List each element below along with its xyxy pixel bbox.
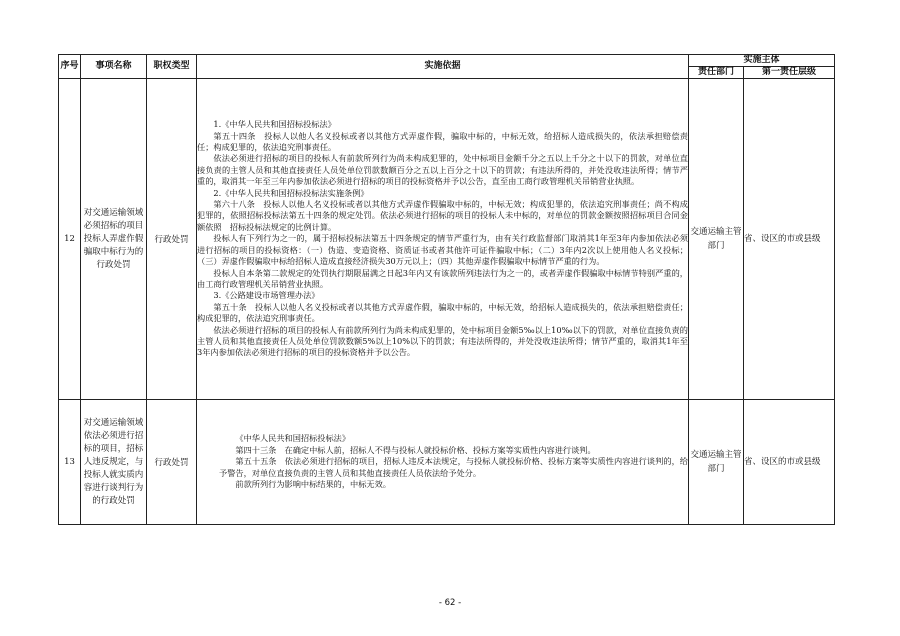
basis-paragraph: 前款所列行为影响中标结果的，中标无效。 xyxy=(235,479,391,490)
row-power-type: 行政处罚 xyxy=(147,79,197,400)
row-item-name: 对交通运输领域必须招标的项目投标人弄虚作假骗取中标行为的行政处罚 xyxy=(81,79,147,400)
header-basis: 实施依据 xyxy=(197,55,689,79)
basis-paragraph: 第六十八条 投标人以他人名义投标或者以其他方式弄虚作假骗取中标的，中标无效；构成犯罪的，依法追究刑事责任；尚不构成犯罪的，依照招标投标法第五十四条的规定处罚。依法必须进行招标的项目的投标人未中标的，对单位的罚款金额按照招标项目合同金额依照 招标投标法规定的比例计算。 xyxy=(197,199,688,232)
header-subject: 实施主体 xyxy=(689,55,835,67)
header-dept: 责任部门 xyxy=(689,67,744,79)
basis-paragraph: 投标人自本条第二款规定的处罚执行期限届满之日起3年内又有该款所列违法行为之一的，或者弄虚作假骗取中标情节特别严重的，由工商行政管理机关吊销营业执照。 xyxy=(197,267,688,289)
basis-paragraph: 1.《中华人民共和国招标投标法》 xyxy=(213,119,336,130)
row-dept: 交通运输主管部门 xyxy=(689,400,744,525)
header-level: 第一责任层级 xyxy=(744,67,835,79)
basis-paragraph: 依法必须进行招标的项目的投标人有前款所列行为尚未构成犯罪的，处中标项目金额5‰以上10‰以下的罚款，对单位直接负责的主管人员和其他直接责任人员处单位罚款数额5%以上10%以下的罚款；有违法所得的，并处没收违法所得；情节严重的，取消其1年至3年内参加依法必须进行招标的项目的投标资格并予以公告。 xyxy=(197,324,688,358)
basis-paragraph: 第五十条 投标人以他人名义投标或者以其他方式弄虚作假，骗取中标的，中标无效，给招标人造成损失的，依法承担赔偿责任；构成犯罪的，依法追究刑事责任。 xyxy=(197,301,688,324)
header-seq: 序号 xyxy=(59,55,81,79)
row-power-type: 行政处罚 xyxy=(147,400,197,525)
page-number: - 62 - xyxy=(438,598,462,608)
table-row xyxy=(59,79,835,400)
row-item-name: 对交通运输领域依法必须进行招标的项目，招标人违反规定，与投标人就实质内容进行谈判行为的行政处罚 xyxy=(81,400,147,525)
basis-paragraph: 2.《中华人民共和国招标投标法实施条例》 xyxy=(213,187,369,198)
basis-paragraph: 第四十三条 在确定中标人前，招标人不得与投标人就投标价格、投标方案等实质性内容进行谈判。 xyxy=(235,444,596,455)
basis-paragraph: 依法必须进行招标的项目的投标人有前款所列行为尚未构成犯罪的，处中标项目金额千分之五以上千分之十以下的罚款，对单位直接负责的主管人员和其他直接责任人员处单位罚款数额百分之五以上百分之十以下的罚款；有违法所得的，并处没收违法所得；情节严重的，取消其一年至三年内参加依法必须进行招标的项目的投标资格并予以公告，直至由工商行政管理机关吊销营业执照。 xyxy=(197,153,688,187)
basis-paragraph: 第五十五条 依法必须进行招标的项目，招标人违反本法规定，与投标人就投标价格、投标方案等实质性内容进行谈判的，给予警告，对单位直接负责的主管人员和其他直接责任人员依法给予处分。 xyxy=(219,456,688,478)
table-row xyxy=(59,400,835,525)
header-name: 事项名称 xyxy=(81,55,147,79)
row-seq: 12 xyxy=(59,79,81,400)
basis-paragraph: 投标人有下列行为之一的，属于招标投标法第五十四条规定的情节严重行为，由有关行政监督部门取消其1年至3年内参加依法必须进行招标的项目的投标资格：（一）伪造、变造资格、资质证书或者其他许可证件骗取中标；（二）3年内2次以上使用他人名义投标；（三）弄虚作假骗取中标给招标人造成直接经济损失30万元以上；（四）其他弄虚作假骗取中标情节严重的行为。 xyxy=(197,233,688,267)
basis-paragraph: 3.《公路建设市场管理办法》 xyxy=(213,290,320,301)
enforcement-table xyxy=(58,54,835,525)
basis-paragraph: 《中华人民共和国招标投标法》 xyxy=(235,433,351,444)
basis-paragraph: 第五十四条 投标人以他人名义投标或者以其他方式弄虚作假，骗取中标的，中标无效，给招标人造成损失的，依法承担赔偿责任；构成犯罪的，依法追究刑事责任。 xyxy=(197,130,688,153)
header-type: 职权类型 xyxy=(147,55,197,79)
row-basis xyxy=(197,79,689,400)
row-basis xyxy=(197,400,689,525)
row-level: 省、设区的市或县级 xyxy=(744,79,835,400)
row-dept: 交通运输主管部门 xyxy=(689,79,744,400)
row-seq: 13 xyxy=(59,400,81,525)
row-level: 省、设区的市或县级 xyxy=(744,400,835,525)
